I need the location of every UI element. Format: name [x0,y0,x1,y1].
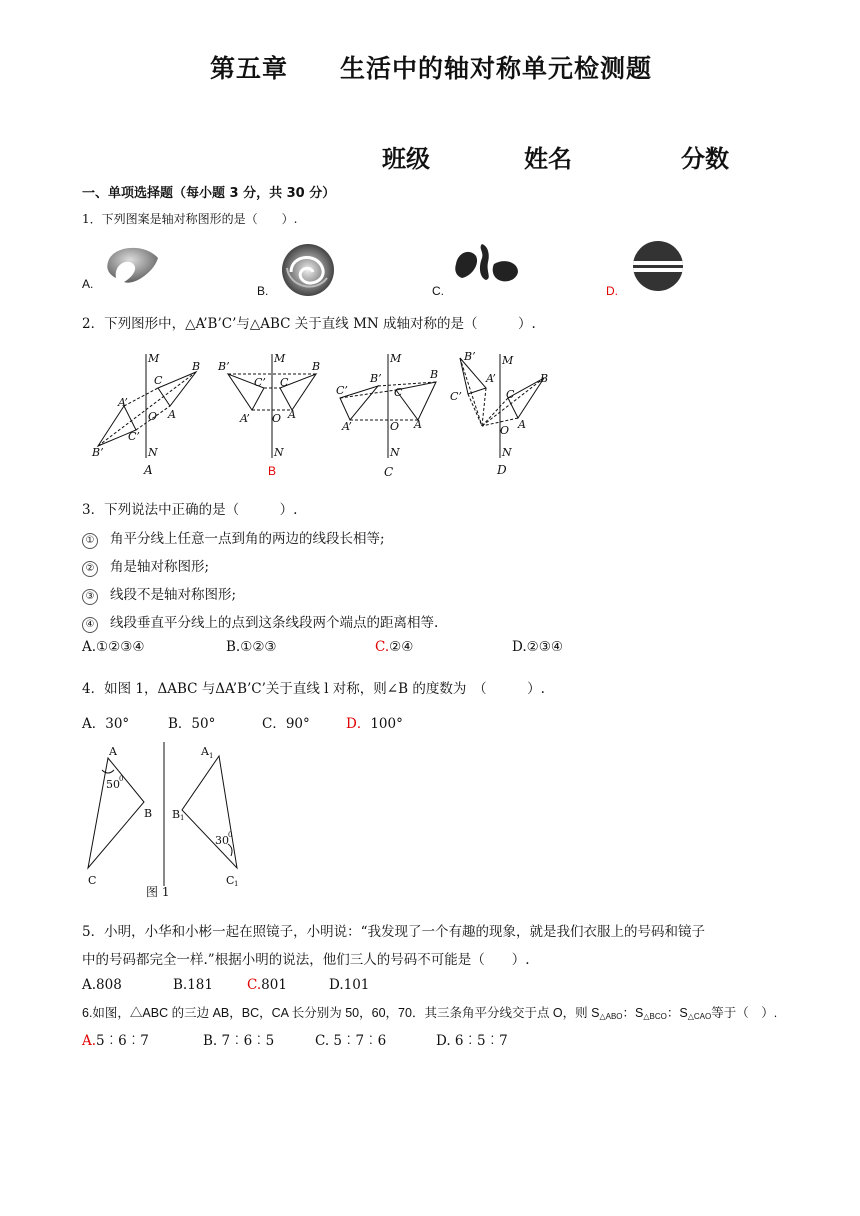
svg-text:30: 30 [215,834,229,847]
svg-text:A’: A’ [342,420,352,433]
score-label: 分数 [681,145,729,173]
svg-text:C: C [280,376,289,389]
q5-option-a: A.808 [82,977,122,993]
q1-option-a: A. [82,277,94,291]
svg-text:B: B [540,372,549,385]
svg-text:M: M [502,354,514,367]
q2-fig-label-b: B [268,464,277,478]
svg-text:A: A [288,408,296,421]
name-label: 姓名 [524,145,572,173]
q4-option-d: D．100° [346,716,403,732]
q3-stem: 3．下列说法中正确的是（ ）. [82,502,298,518]
q2-stem: 2．下列图形中，△A’B’C’与△ABC 关于直线 MN 成轴对称的是（ ）. [82,316,536,332]
svg-text:0: 0 [119,775,124,783]
page-title: 第五章 生活中的轴对称单元检测题 [210,54,653,83]
q4-option-b: B．50° [168,716,216,732]
q1-option-d: D. [606,284,618,298]
q5-line1: 5．小明，小华和小彬一起在照镜子，小明说：“我发现了一个有趣的现象，就是我们衣服上的号码和镜子 [82,924,705,940]
svg-text:C: C [506,388,515,401]
svg-text:N: N [502,446,512,459]
section-heading: 一、单项选择题（每小题 3 分，共 30 分） [82,186,336,201]
q2-fig-label-a: A [144,463,153,477]
q2-figures [88,348,558,483]
q6-option-c: C. 5︰7︰6 [315,1033,387,1049]
svg-text:C’: C’ [450,390,462,403]
q3-item-4: ④ 线段垂直平分线上的点到这条线段两个端点的距离相等. [82,611,438,633]
q1-option-c: C. [432,284,444,298]
q6-option-a: A.5︰6︰7 [82,1033,149,1049]
q4-option-c: C．90° [262,716,310,732]
q1-figure-c [454,242,520,284]
q4-stem: 4．如图 1，ΔABC 与ΔA’B’C’关于直线 l 对称，则∠B 的度数为 （ ）. [82,681,545,697]
q1-stem: 1．下列图案是轴对称图形的是（ ）. [82,212,298,226]
svg-text:N: N [274,446,284,459]
q3-option-d: D.②③④ [512,639,563,655]
svg-text:C: C [88,874,97,887]
q1-figure-a [104,242,162,287]
q2-fig-label-d: D [497,463,507,477]
svg-text:A: A [414,418,422,431]
class-label: 班级 [382,145,430,173]
q1-figure-b [279,242,337,298]
q2-figure-c [336,352,438,459]
svg-text:B: B [430,368,439,381]
svg-text:M: M [390,352,402,365]
svg-text:C: C [226,874,235,887]
svg-text:A: A [518,418,526,431]
svg-text:B’: B’ [370,372,382,385]
svg-text:A: A [201,745,209,758]
svg-text:50: 50 [106,778,120,791]
q4-figure-1 [84,740,254,900]
q4-option-a: A．30° [82,716,130,732]
q3-option-a: A.①②③④ [82,639,145,655]
q1-option-b: B. [257,284,269,298]
svg-text:B: B [192,360,201,373]
q3-option-c: C.②④ [375,639,414,655]
svg-text:B: B [172,808,181,821]
q1-figure-d [630,240,686,292]
q2-figure-b [217,352,320,459]
svg-text:M: M [274,352,286,365]
q3-item-3: ③ 线段不是轴对称图形; [82,583,236,605]
svg-text:1: 1 [180,814,185,822]
svg-text:N: N [390,446,400,459]
svg-text:C’: C’ [336,384,348,397]
svg-text:A: A [109,745,117,758]
svg-text:图 1: 图 1 [146,885,170,899]
svg-text:B’: B’ [218,360,230,373]
q3-option-b: B.①②③ [226,639,277,655]
svg-text:O: O [148,410,158,423]
q6-option-d: D. 6︰5︰7 [436,1033,508,1049]
q6-stem: 6.如图，△ABC 的三边 AB，BC，CA 长分别为 50，60，70．其三条角平分线交于点 O，则 $S_{\triangle ABO}$：$S_{\triangle BCO}$：$S_{\triangle CAO}$等于（ ）. [82,1006,778,1021]
svg-text:1: 1 [234,880,239,888]
svg-text:B’: B’ [464,350,476,363]
q6-option-b: B. 7︰6︰5 [203,1033,275,1049]
svg-text:C: C [394,386,403,399]
svg-text:0: 0 [228,831,233,839]
svg-text:M: M [148,352,160,365]
q2-figure-d [450,350,548,459]
q2-figure-a [91,352,200,459]
svg-text:A’: A’ [486,372,496,385]
svg-text:O: O [390,420,400,433]
svg-text:A: A [168,408,176,421]
svg-text:B’: B’ [92,446,104,459]
svg-text:C’: C’ [254,376,266,389]
svg-text:O: O [500,424,510,437]
q5-option-b: B.181 [173,977,213,993]
svg-text:B: B [144,807,153,820]
q5-option-d: D.101 [329,977,370,993]
q3-item-1: ① 角平分线上任意一点到角的两边的线段长相等; [82,527,385,549]
svg-text:N: N [148,446,158,459]
q2-fig-label-c: C [384,465,394,479]
svg-text:C: C [154,374,163,387]
q5-option-c: C.801 [247,977,287,993]
q3-item-2: ② 角是轴对称图形; [82,555,209,577]
svg-text:O: O [272,412,282,425]
svg-text:C’: C’ [128,430,140,443]
svg-text:1: 1 [209,752,214,760]
svg-text:A’: A’ [118,396,128,409]
q5-line2: 中的号码都完全一样.”根据小明的说法，他们三人的号码不可能是（ ）. [82,952,530,968]
svg-text:A’: A’ [240,412,250,425]
svg-text:B: B [312,360,321,373]
